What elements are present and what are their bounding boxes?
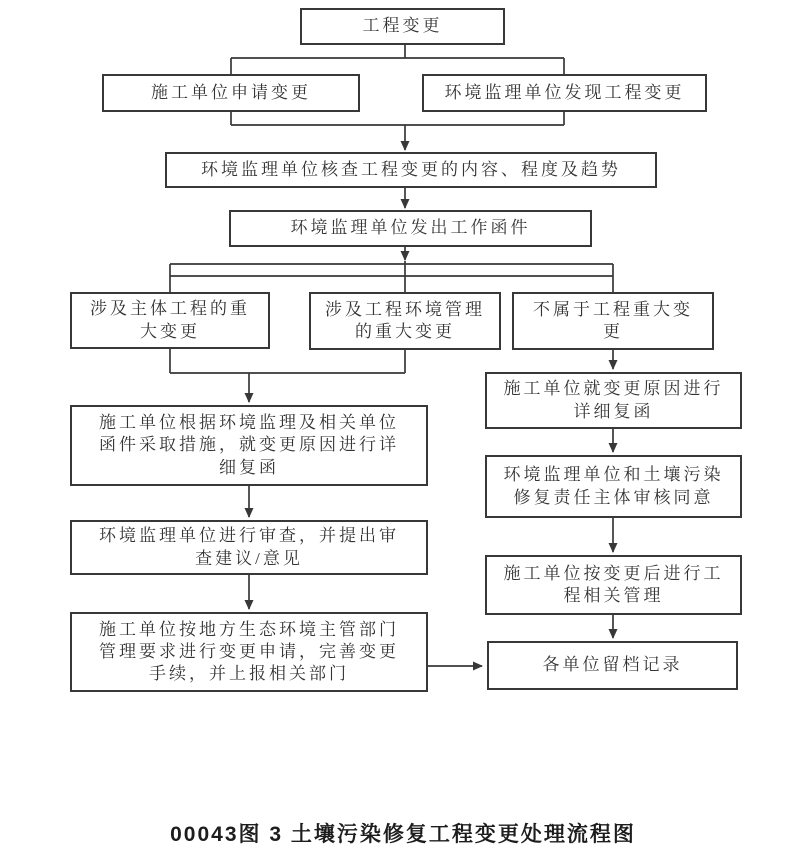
node-major-main-project: 涉及主体工程的重 大变更 (70, 292, 270, 349)
node-detailed-reply-measures: 施工单位根据环境监理及相关单位 函件采取措施，就变更原因进行详 细复函 (70, 405, 428, 486)
node-project-change: 工程变更 (300, 8, 505, 45)
node-verify-content: 环境监理单位核查工程变更的内容、程度及趋势 (165, 152, 657, 188)
node-review-opinion: 环境监理单位进行审查，并提出审 查建议/意见 (70, 520, 428, 575)
node-approve-consent: 环境监理单位和土壤污染 修复责任主体审核同意 (485, 455, 742, 518)
node-not-major-change: 不属于工程重大变 更 (512, 292, 714, 350)
node-post-change-mgmt: 施工单位按变更后进行工 程相关管理 (485, 555, 742, 615)
node-supervisor-discover: 环境监理单位发现工程变更 (422, 74, 707, 112)
figure-caption: 00043图 3 土壤污染修复工程变更处理流程图 (170, 823, 636, 846)
node-archive-records: 各单位留档记录 (487, 641, 738, 690)
node-construction-apply: 施工单位申请变更 (102, 74, 360, 112)
node-major-env-mgmt: 涉及工程环境管理 的重大变更 (309, 292, 501, 350)
node-issue-letter: 环境监理单位发出工作函件 (229, 210, 592, 247)
node-local-authority-apply: 施工单位按地方生态环境主管部门 管理要求进行变更申请，完善变更 手续，并上报相关部门 (70, 612, 428, 692)
node-reply-reason: 施工单位就变更原因进行 详细复函 (485, 372, 742, 429)
